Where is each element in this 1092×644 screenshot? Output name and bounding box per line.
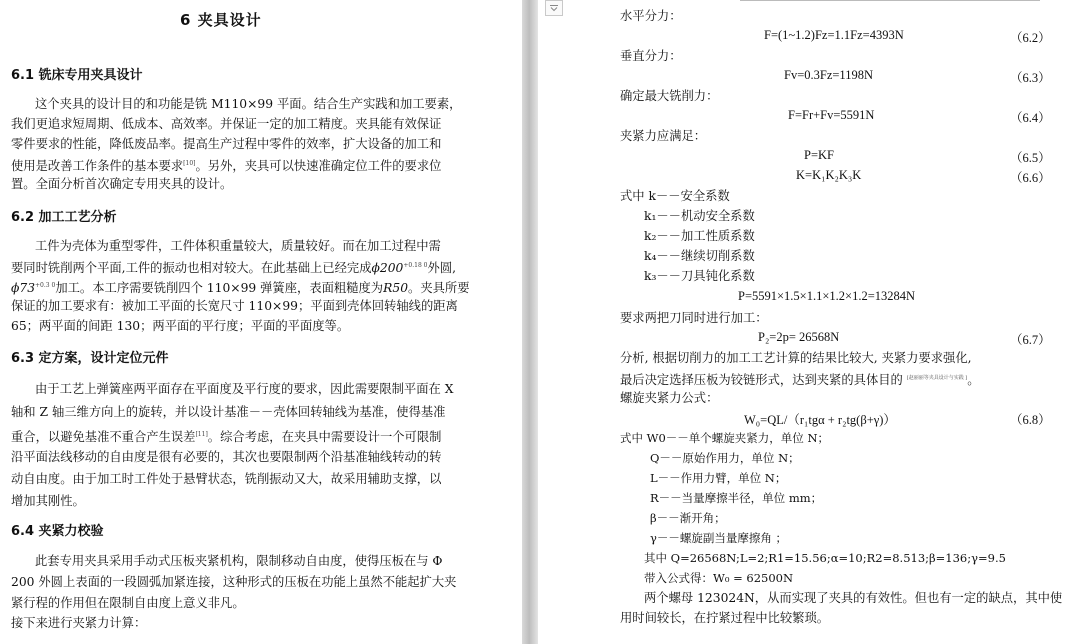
equation: K=K₁K₂K₃K — [796, 168, 862, 182]
left-page — [0, 0, 522, 644]
text-line: γ－－螺旋副当量摩擦角 ； — [650, 531, 788, 545]
equation-number: （6.4） — [1010, 111, 1051, 125]
equation-number: （6.2） — [1010, 31, 1051, 45]
text-line: 水平分力： — [620, 9, 682, 23]
previous-content-edge — [740, 0, 1040, 1]
paragraph-line: 轴和 Z 轴三维方向上的旋转，并以设计基准－－壳体回转轴线为基准，使得基准 — [11, 405, 446, 419]
paragraph-line: 重合，以避免基准不重合产生误差[11]。综合考虑，在夹具中需要设计一个可限制 — [11, 430, 442, 445]
text-line: 夹紧力应满足： — [620, 129, 707, 143]
text-line: β－－渐开角； — [650, 511, 726, 525]
paragraph-line: 增加其刚性。 — [11, 494, 85, 508]
collapse-button[interactable] — [545, 0, 563, 16]
equation: F=(1~1.2)Fz=1.1Fz=4393N — [764, 28, 904, 42]
text-line: k₂－－加工性质系数 — [644, 229, 755, 243]
text-line: L－－作用力臂，单位 N； — [650, 471, 787, 485]
text-line: 带入公式得：W₀ = 62500N — [644, 571, 794, 585]
text-line: 垂直分力： — [620, 49, 682, 63]
chapter-title: 6 夹具设计 — [180, 11, 262, 29]
equation: P₂=2p= 26568N — [758, 330, 840, 344]
text-line: 式中 k－－安全系数 — [620, 189, 730, 203]
text-line: 分析, 根据切削力的加工工艺计算的结果比较大, 夹紧力要求强化, — [620, 351, 972, 365]
text-line: 螺旋夹紧力公式： — [620, 391, 719, 405]
text-line: 用时间较长，在拧紧过程中比较繁琐。 — [620, 611, 830, 625]
text-line: 确定最大铣削力： — [620, 89, 719, 103]
equation: Fv=0.3Fz=1198N — [784, 68, 873, 82]
paragraph-line: 动自由度。由于加工时工件处于悬臂状态，铣削振动又大，故采用辅助支撑，以 — [11, 472, 442, 486]
chevron-down-icon — [549, 4, 559, 12]
paragraph-line: 使用是改善工作条件的基本要求[10]。另外，夹具可以快速准确定位工件的要求位 — [11, 159, 442, 174]
equation: P=KF — [804, 148, 834, 162]
equation: P=5591×1.5×1.1×1.2×1.2=13284N — [738, 289, 916, 303]
equation-number: （6.6） — [1010, 171, 1051, 185]
text-line: Q－－原始作用力，单位 N； — [650, 451, 800, 465]
text-line: k₁－－机动安全系数 — [644, 209, 755, 223]
paragraph-line: 此套专用夹具采用手动式压板夹紧机构，限制移动自由度，使得压板在与 Φ — [35, 554, 443, 568]
text-line: k₃－－刀具钝化系数 — [644, 269, 755, 283]
citation: [10] — [183, 160, 196, 167]
paragraph-line: 沿平面法线移动的自由度是很有必要的，其次也要限制两个沿基准轴线转动的转 — [11, 450, 442, 464]
paragraph-line: 接下来进行夹紧力计算： — [11, 616, 147, 630]
section-6-3-title: 6.3 定方案，设计定位元件 — [11, 351, 169, 366]
text-line: 最后决定选择压板为铰链形式，达到夹紧的具体目的 [赵丽丽等夹具设计与实践 ]。 — [620, 373, 980, 388]
text-line: 式中 W0－－单个螺旋夹紧力，单位 N； — [620, 431, 830, 445]
paragraph-line: 200 外圆上表面的一段圆弧加紧连接，这种形式的压板在功能上虽然不能起扩大夹 — [11, 575, 457, 589]
paragraph-line: 要同时铣削两个平面,工件的振动也相对较大。在此基础上已经完成$\phi 200^{+0.18 0}$外圆, — [11, 261, 457, 276]
section-6-2-title: 6.2 加工工艺分析 — [11, 210, 117, 225]
section-6-1-title: 6.1 铣床专用夹具设计 — [11, 68, 143, 83]
paragraph-line: 紧行程的作用但在限制自由度上意义非凡。 — [11, 596, 245, 610]
paragraph-line: 由于工艺上弹簧座两平面存在平面度及平行度的要求，因此需要限制平面在 X — [35, 382, 454, 396]
paragraph-line: $\phi 73^{+0.3 0}$加工。本工序需要铣削四个 110×99 弹簧座，表面粗糙度为R50。夹具所要 — [11, 281, 470, 296]
paragraph-line: 65；两平面的间距 130；两平面的平行度；平面的平面度等。 — [11, 319, 350, 333]
equation-number: （6.3） — [1010, 71, 1051, 85]
text-line: 两个螺母 123024N，从而实现了夹具的有效性。但也有一定的缺点，其中使 — [644, 591, 1063, 605]
text-line: 其中 Q=26568N;L=2;R1=15.56;α=10;R2=8.513;β=136;γ=9.5 — [644, 551, 1006, 565]
equation-number: （6.8） — [1010, 413, 1051, 427]
text-line: 要求两把刀同时进行加工： — [620, 311, 768, 325]
citation: [11] — [195, 431, 208, 438]
paragraph-line: 我们更追求短周期、低成本、高效率。并保证一定的加工精度。夹具能有效保证 — [11, 117, 442, 131]
paragraph-line: 保证的加工要求有：被加工平面的长宽尺寸 110×99；平面到壳体回转轴线的距离 — [11, 299, 458, 313]
equation-number: （6.5） — [1010, 151, 1051, 165]
section-6-4-title: 6.4 夹紧力校验 — [11, 524, 104, 539]
text-line: k₄－－继续切削系数 — [644, 249, 755, 263]
page-gutter — [522, 0, 538, 644]
equation-number: （6.7） — [1010, 333, 1051, 347]
paragraph-line: 置。全面分析首次确定专用夹具的设计。 — [11, 177, 233, 191]
paragraph-line: 零件要求的性能，降低废品率。提高生产过程中零件的效率，扩大设备的加工和 — [11, 137, 442, 151]
equation: F=Fr+Fv=5591N — [788, 108, 875, 122]
text-line: R－－当量摩擦半径，单位 mm； — [650, 491, 823, 505]
paragraph-line: 工件为壳体为重型零件，工件体积重量较大，质量较好。而在加工过程中需 — [35, 239, 441, 253]
paragraph-line: 这个夹具的设计目的和功能是铣 M110×99 平面。结合生产实践和加工要素， — [35, 97, 462, 111]
right-page — [538, 0, 1092, 644]
equation: W₀=QL/（r₁tgα + r₂tg(β+γ)） — [744, 413, 896, 427]
